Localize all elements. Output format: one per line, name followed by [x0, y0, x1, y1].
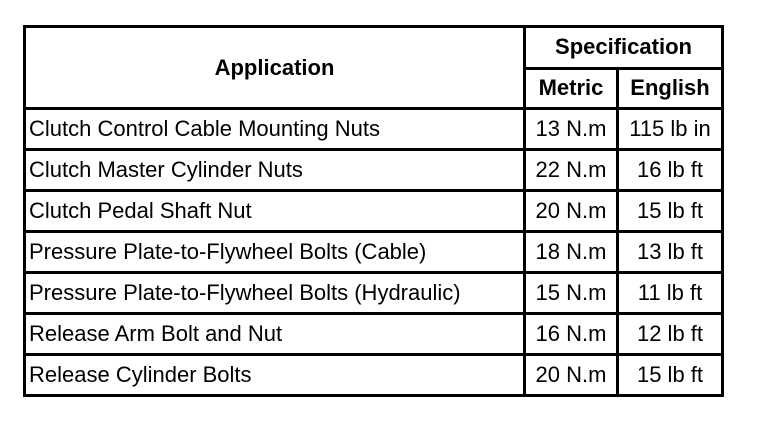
specification-header: Specification [525, 27, 723, 69]
english-cell: 11 lb ft [618, 273, 723, 314]
english-cell: 15 lb ft [618, 355, 723, 396]
application-cell: Clutch Master Cylinder Nuts [25, 150, 525, 191]
metric-cell: 22 N.m [525, 150, 618, 191]
application-cell: Release Arm Bolt and Nut [25, 314, 525, 355]
table-row [25, 109, 723, 150]
application-cell: Clutch Pedal Shaft Nut [25, 191, 525, 232]
metric-cell: 20 N.m [525, 355, 618, 396]
metric-cell: 15 N.m [525, 273, 618, 314]
application-cell: Pressure Plate-to-Flywheel Bolts (Hydraulic) [25, 273, 525, 314]
english-cell: 115 lb in [618, 109, 723, 150]
application-cell: Clutch Control Cable Mounting Nuts [25, 109, 525, 150]
english-header: English [618, 68, 723, 109]
table-row [25, 191, 723, 232]
table-row [25, 150, 723, 191]
application-cell: Release Cylinder Bolts [25, 355, 525, 396]
application-cell: Pressure Plate-to-Flywheel Bolts (Cable) [25, 232, 525, 273]
metric-cell: 20 N.m [525, 191, 618, 232]
table-row [25, 355, 723, 396]
table-row [25, 314, 723, 355]
metric-cell: 16 N.m [525, 314, 618, 355]
header-row [25, 27, 723, 69]
english-cell: 15 lb ft [618, 191, 723, 232]
english-cell: 16 lb ft [618, 150, 723, 191]
metric-cell: 18 N.m [525, 232, 618, 273]
english-cell: 13 lb ft [618, 232, 723, 273]
english-cell: 12 lb ft [618, 314, 723, 355]
application-header: Application [25, 27, 525, 109]
metric-header: Metric [525, 68, 618, 109]
metric-cell: 13 N.m [525, 109, 618, 150]
table-row [25, 232, 723, 273]
torque-specification-table [23, 25, 724, 397]
table-row [25, 273, 723, 314]
